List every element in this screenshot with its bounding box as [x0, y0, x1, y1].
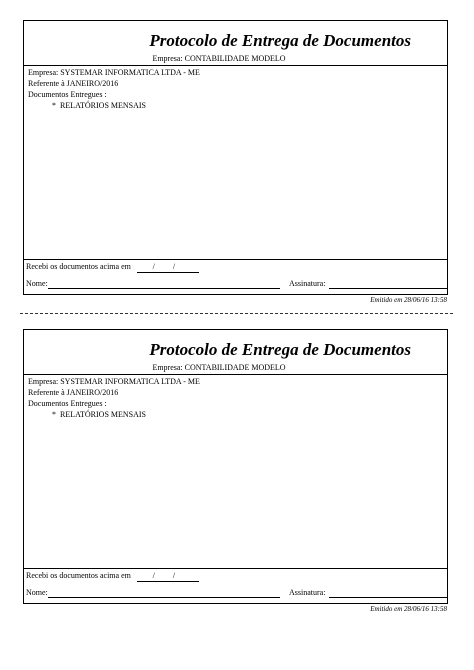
receipt-details [28, 376, 200, 420]
document-item-text: RELATÓRIOS MENSAIS [60, 410, 147, 419]
divider [24, 65, 447, 66]
company-header: Empresa: CONTABILIDADE MODELO [152, 363, 286, 372]
received-date-field: / / [137, 262, 199, 273]
received-row [26, 571, 199, 582]
name-field-line [48, 597, 280, 598]
bullet-icon: * [52, 410, 56, 419]
signature-label: Assinatura: [289, 279, 326, 288]
emitted-timestamp: Emitido em 28/06/16 13:58 [370, 605, 447, 613]
received-date-field: / / [137, 571, 199, 582]
signature-row [26, 588, 447, 600]
received-row [26, 262, 199, 273]
name-field-line [48, 288, 280, 289]
received-label: Recebi os documentos acima em [26, 571, 131, 580]
document-item [28, 100, 200, 111]
reference-line: Referente à JANEIRO/2016 [28, 388, 119, 397]
documents-label: Documentos Entregues : [28, 90, 107, 99]
document-title: Protocolo de Entrega de Documentos [149, 31, 411, 50]
signature-label: Assinatura: [289, 588, 326, 597]
company-line: Empresa: SYSTEMAR INFORMATICA LTDA - ME [28, 68, 200, 77]
divider [24, 374, 447, 375]
name-label: Nome: [26, 588, 48, 597]
document-title: Protocolo de Entrega de Documentos [149, 340, 411, 359]
divider [24, 568, 447, 569]
bullet-icon: * [52, 101, 56, 110]
name-label: Nome: [26, 279, 48, 288]
signature-field-line [329, 597, 447, 598]
document-item-text: RELATÓRIOS MENSAIS [60, 101, 147, 110]
emitted-timestamp: Emitido em 28/06/16 13:58 [370, 296, 447, 304]
signature-row [26, 279, 447, 291]
company-header: Empresa: CONTABILIDADE MODELO [152, 54, 286, 63]
documents-label: Documentos Entregues : [28, 399, 107, 408]
cut-line [20, 313, 453, 314]
receipt-frame [23, 20, 448, 295]
receipt-details [28, 67, 200, 111]
company-line: Empresa: SYSTEMAR INFORMATICA LTDA - ME [28, 377, 200, 386]
reference-line: Referente à JANEIRO/2016 [28, 79, 119, 88]
document-item [28, 409, 200, 420]
divider [24, 259, 447, 260]
received-label: Recebi os documentos acima em [26, 262, 131, 271]
signature-field-line [329, 288, 447, 289]
receipt-frame [23, 329, 448, 604]
